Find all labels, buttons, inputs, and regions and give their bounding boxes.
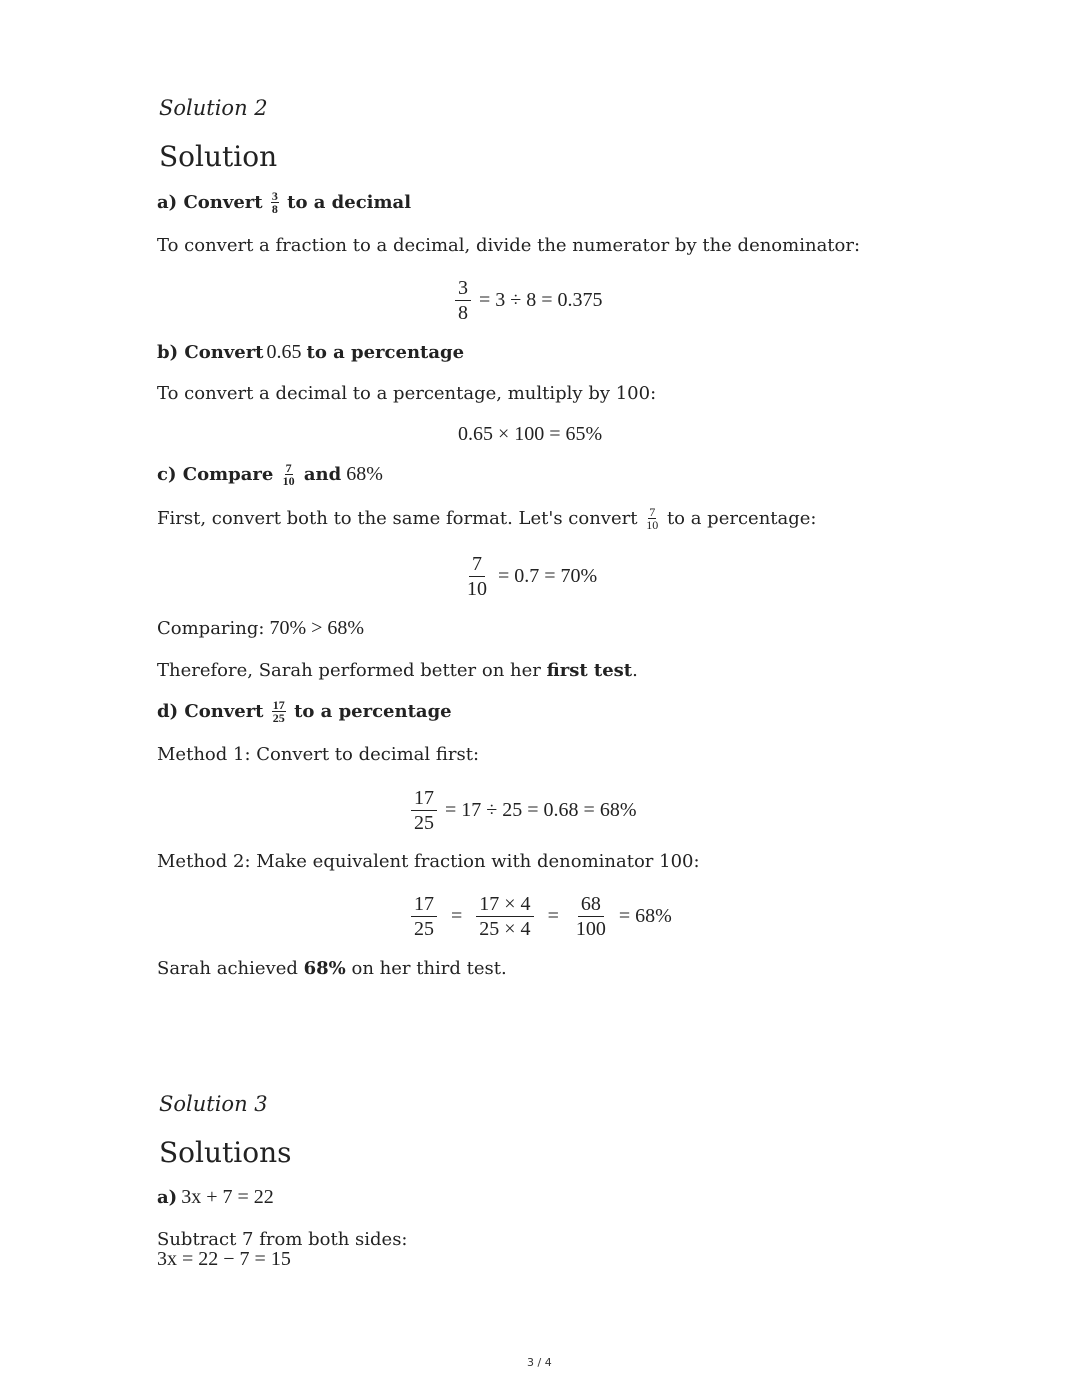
equals-sign: =	[451, 905, 463, 927]
therefore-pre: Therefore, Sarah performed better on her	[157, 660, 541, 681]
part-b-title	[157, 341, 464, 364]
comparing-expression: 70% > 68%	[269, 617, 365, 639]
part-c-text-post: to a percentage:	[666, 508, 817, 529]
fraction-numerator: 3	[271, 189, 278, 203]
comparing-line	[157, 617, 364, 640]
fraction-denominator: 100	[575, 918, 606, 940]
s3-part-a-title-equation: 3x + 7 = 22	[181, 1186, 274, 1208]
solution-2-label: Solution 2	[159, 96, 268, 120]
method-2-equation	[409, 892, 672, 941]
part-b-equation: 0.65 × 100 = 65%	[458, 423, 603, 445]
part-b-title-value: 0.65	[266, 341, 302, 363]
fraction-denominator: 25	[272, 711, 285, 725]
fraction-numerator: 68	[578, 892, 604, 917]
fraction-numerator: 7	[285, 461, 292, 475]
part-c-title-value: 68%	[346, 463, 383, 485]
part-a-eq-fraction	[455, 276, 471, 325]
part-a-eq-rest: = 3 ÷ 8 = 0.375	[479, 289, 603, 311]
fraction-numerator: 17	[411, 892, 437, 917]
part-c-title	[157, 462, 383, 487]
method-1-text: Method 1: Convert to decimal first:	[157, 744, 480, 765]
fraction-numerator: 7	[649, 505, 656, 519]
method-1-equation	[409, 786, 636, 835]
method-1-fraction	[411, 786, 437, 835]
part-a-title-post: to a decimal	[287, 192, 412, 213]
part-c-equation	[462, 552, 597, 601]
part-d-title-post: to a percentage	[294, 701, 452, 722]
part-a-title	[157, 190, 411, 215]
fraction-numerator: 3	[455, 276, 471, 301]
fraction-numerator: 17 × 4	[476, 892, 533, 917]
final-pre: Sarah achieved	[157, 958, 298, 979]
fraction-denominator: 8	[271, 202, 278, 216]
s3-step1-text: Subtract 7 from both sides:	[157, 1229, 408, 1250]
therefore-bold: first test	[546, 660, 633, 681]
s3-part-a-title	[157, 1186, 274, 1209]
part-a-text: To convert a fraction to a decimal, divide the numerator by the denominator:	[157, 235, 861, 256]
method-2-result: = 68%	[618, 905, 672, 927]
therefore-post: .	[632, 660, 638, 681]
part-b-text: To convert a decimal to a percentage, multiply by 100:	[157, 383, 657, 404]
part-c-eq-rest: = 0.7 = 70%	[498, 565, 598, 587]
method-2-fraction-3	[573, 892, 609, 941]
fraction-numerator: 7	[469, 552, 485, 577]
comparing-label: Comparing:	[157, 618, 265, 639]
part-a-title-fraction	[271, 190, 279, 215]
fraction-denominator: 10	[282, 474, 295, 488]
fraction-denominator: 25	[414, 918, 434, 940]
part-c-title-fraction	[282, 462, 296, 487]
fraction-denominator: 8	[458, 302, 468, 324]
solutions-heading: Solutions	[159, 1136, 292, 1169]
fraction-denominator: 10	[467, 578, 487, 600]
part-b-title-post: to a percentage	[306, 342, 465, 363]
part-c-text-fraction	[645, 506, 659, 531]
fraction-denominator: 25	[414, 812, 434, 834]
solution-3-label: Solution 3	[159, 1092, 268, 1116]
method-2-fraction-1	[411, 892, 437, 941]
page-number: 3 / 4	[527, 1356, 552, 1369]
s3-part-a-title-pre: a)	[157, 1187, 178, 1208]
final-bold: 68%	[303, 958, 346, 979]
solution-heading: Solution	[159, 140, 278, 173]
method-2-fraction-2	[476, 892, 533, 941]
part-c-title-mid: and	[303, 464, 342, 485]
therefore-line	[157, 660, 638, 681]
method-1-eq-rest: = 17 ÷ 25 = 0.68 = 68%	[445, 799, 637, 821]
part-c-eq-fraction	[464, 552, 490, 601]
part-c-text	[157, 506, 817, 531]
final-line	[157, 958, 507, 979]
fraction-denominator: 10	[646, 518, 659, 532]
fraction-numerator: 17	[272, 698, 285, 712]
part-a-equation	[453, 276, 603, 325]
fraction-numerator: 17	[411, 786, 437, 811]
part-b-title-pre: b) Convert	[157, 342, 264, 363]
part-d-title-fraction	[272, 699, 286, 724]
part-a-title-pre: a) Convert	[157, 192, 263, 213]
fraction-denominator: 25 × 4	[479, 918, 531, 940]
part-d-title-pre: d) Convert	[157, 701, 264, 722]
part-c-text-pre: First, convert both to the same format. Let's convert	[157, 508, 638, 529]
part-d-title	[157, 699, 452, 724]
method-2-text: Method 2: Make equivalent fraction with denominator 100:	[157, 851, 700, 872]
final-post: on her third test.	[351, 958, 507, 979]
s3-step1-equation: 3x = 22 − 7 = 15	[157, 1248, 291, 1270]
part-c-title-pre: c) Compare	[157, 464, 274, 485]
equals-sign: =	[547, 905, 559, 927]
